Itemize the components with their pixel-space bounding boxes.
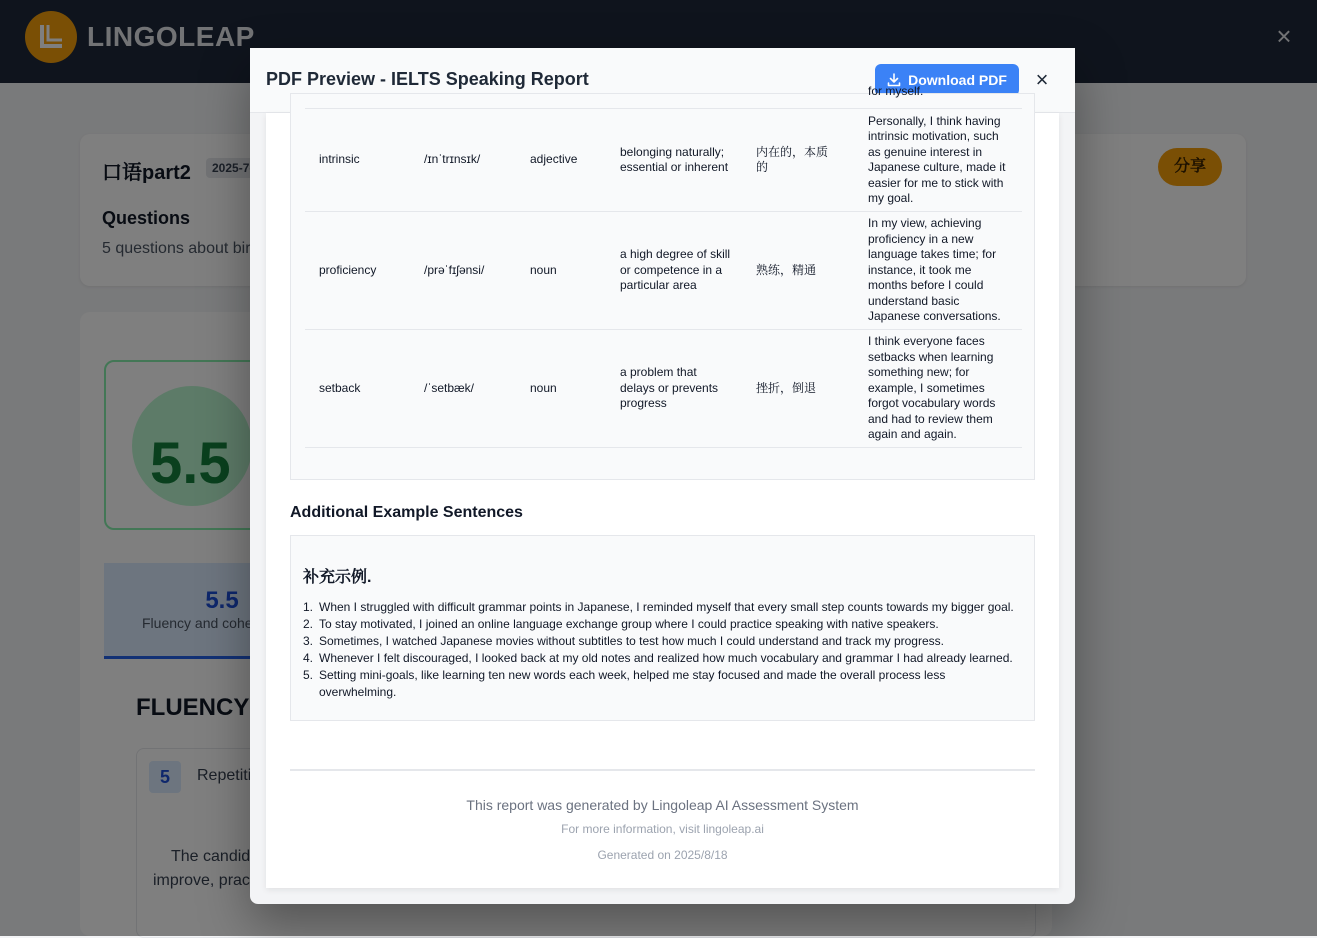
pdf-preview-modal [250,48,1075,904]
list-item: 1. When I struggled with difficult grammar points in Japanese, I reminded myself that every small step counts towards my bigger goal. [303,600,1014,614]
footer-generated-by: This report was generated by Lingoleap AI Assessment System [466,797,859,813]
examples-label: 补充示例. [303,569,372,586]
vocab-chinese: 挫折，倒退 [756,380,817,395]
vocab-definition: belonging naturally; essential or inherent [620,144,729,174]
list-item: 2. To stay motivated, I joined an online language exchange group where I could practice speaking with native speakers. [303,617,939,631]
footer-generated-date: Generated on 2025/8/18 [597,848,728,862]
partial-example: for myself. [868,84,924,98]
vocab-example: Personally, I think having intrinsic motivation, such as genuine interest in Japanese culture, made it easier for me to stick with my goal. [868,113,1006,205]
vocab-definition: a high degree of skill or competence in a particular area [620,247,731,293]
example-sentence: To stay motivated, I joined an online language exchange group where I could practice speaking with native speakers. [319,617,939,631]
vocab-word: setback [319,380,361,395]
table-row [305,212,1022,330]
vocab-definition: a problem that delays or prevents progress [620,365,719,411]
example-sentence: Sometimes, I watched Japanese movies without subtitles to test how much I could understand and track my progress. [319,634,944,648]
example-sentence: When I struggled with difficult grammar points in Japanese, I reminded myself that every small step counts towards my bigger goal. [319,600,1014,614]
table-row [305,109,1022,212]
modal-title: PDF Preview - IELTS Speaking Report [266,69,589,89]
vocab-word: intrinsic [319,152,360,167]
example-sentence: Whenever I felt discouraged, I looked back at my old notes and realized how much vocabulary and grammar I had already learned. [319,651,1013,665]
additional-examples-box [290,535,1035,721]
download-label: Download PDF [908,72,1007,88]
close-icon[interactable]: × [1035,67,1049,92]
pdf-page[interactable] [266,84,1059,888]
example-sentence: Setting mini-goals, like learning ten new words each week, helped me stay focused and made the overall process less overwhelming. [319,668,946,699]
examples-list [303,599,1023,701]
vocab-chinese: 内在的，本质的 [756,144,829,174]
vocab-word: proficiency [319,262,377,277]
vocab-ipa: /prəˈfɪʃənsi/ [424,262,485,277]
table-row [305,330,1022,448]
vocab-pos: noun [530,262,557,277]
footer-more-info: For more information, visit lingoleap.ai [561,822,764,836]
vocab-example: In my view, achieving proficiency in a new language takes time; for instance, it took me months before I could understand basic Japanese conversations. [868,216,1001,324]
vocab-pos: adjective [530,152,578,167]
vocab-ipa: /ˈsetbæk/ [424,380,475,395]
list-item: 3. Sometimes, I watched Japanese movies without subtitles to test how much I could understand and track my progress. [303,634,944,648]
vocab-pos: noun [530,380,557,395]
vocab-chinese: 熟练，精通 [756,262,817,277]
list-item: 5. Setting mini-goals, like learning ten new words each week, helped me stay focused and made the overall process less overwhelming. [303,667,1023,701]
vocabulary-table [290,84,1035,480]
footer-divider [290,769,1035,771]
list-item: 4. Whenever I felt discouraged, I looked back at my old notes and realized how much vocabulary and grammar I had already learned. [303,651,1013,665]
additional-examples-heading: Additional Example Sentences [290,504,523,521]
table-row [305,94,1022,109]
vocab-ipa: /ɪnˈtrɪnsɪk/ [424,152,481,167]
vocab-example: I think everyone faces setbacks when learning something new; for example, I sometimes forgot vocabulary words and had to review them again and again. [868,334,996,442]
